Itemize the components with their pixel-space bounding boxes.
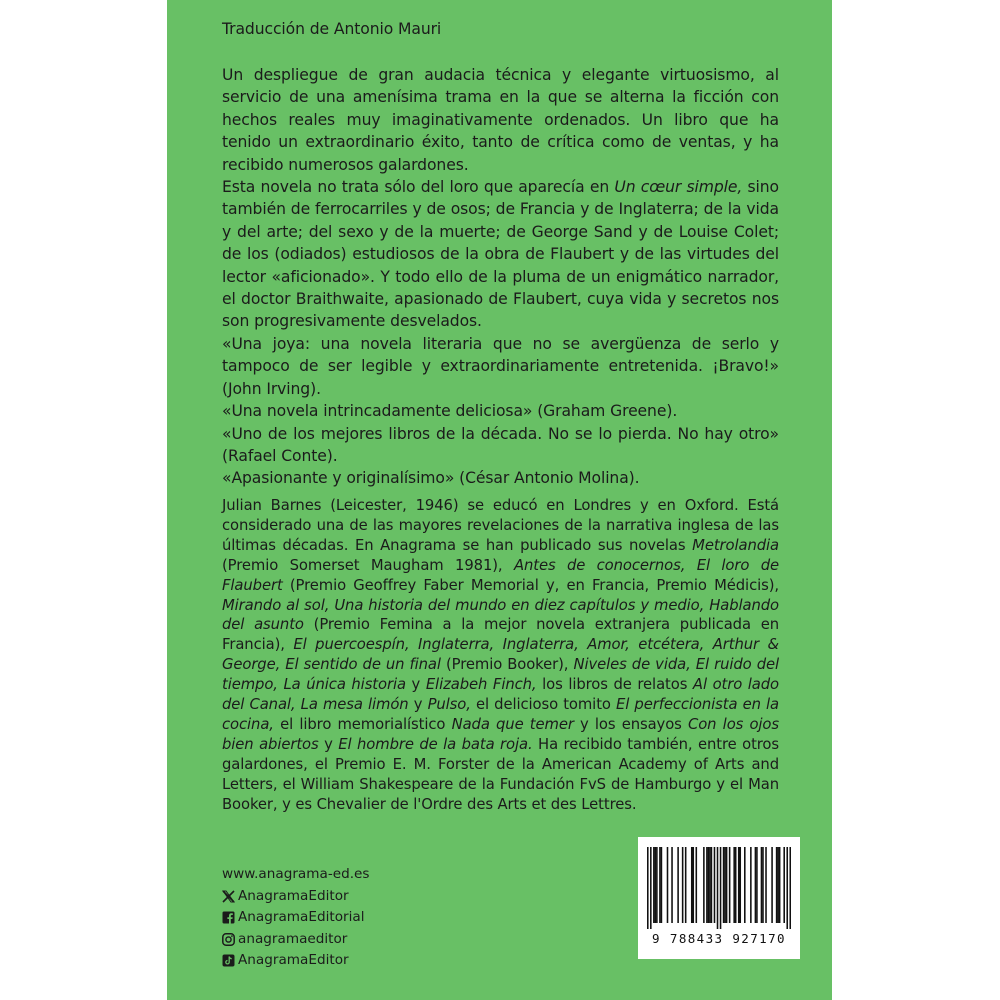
barcode-bar: [692, 847, 694, 923]
barcode-bar: [691, 847, 693, 923]
barcode-bar: [720, 847, 722, 929]
barcode-bar: [714, 847, 716, 923]
author-bio-text: Julian Barnes (Leicester, 1946) se educó en Londres y en Oxford. Está considerado una de las mayores revelaciones de la narrativa inglesa de las últimas décadas. En Anagrama se han publicado sus novelas Metrolandia (Premio Somerset Maugham 1981), Antes de conocernos, El loro de Flaubert (Premio Geoffrey Faber Memorial y, en Francia, Premio Médicis), Mirando al sol, Una historia del mundo en diez capítulos y medio, Hablando del asunto (Premio Femina a la mejor novela extranjera publicada en Francia), El puercoespín, Inglaterra, Inglaterra, Amor, etcétera, Arthur & George, El sentido de un final (Premio Booker), Niveles de vida, El ruido del tiempo, La única historia y Elizabeh Finch, los libros de relatos Al otro lado del Canal, La mesa limón y Pulso, el delicioso tomito El perfeccionista en la cocina, el libro memorialístico Nada que temer y los ensayos Con los ojos bien abiertos y El hombre de la bata roja. Ha recibido también, entre otros galardones, el Premio E. M. Forster de la American Academy of Arts and Letters, el William Shakespeare de la Fundación FvS de Hamburgo y el Man Booker, y es Chevalier de l'Ordre des Arts et des Lettres.: [222, 497, 780, 813]
blurb-intro: Un despliegue de gran audacia técnica y elegante virtuosismo, al servicio de una amenísima trama en la que se alterna la ficción con hechos reales muy imaginativamente ordenados. Un libro que ha tenido un extraordinario éxito, tanto de crítica como de ventas, y ha recibido numerosos galardones.: [222, 66, 779, 174]
barcode-bar: [677, 847, 679, 923]
barcode-bar: [709, 847, 711, 923]
barcode-bar: [756, 847, 758, 923]
barcode-bar: [761, 847, 763, 923]
blurb-description: Esta novela no trata sólo del loro que aparecía en Un cœur simple, sino también de ferrocarriles y de osos; de Francia y de Inglaterra; de la vida y del arte; del sexo y de la muerte; de George Sand y de Louise Colet; de los (odiados) estudiosos de la obra de Flaubert y de las virtudes del lector «aficionado». Y todo ello de la pluma de un enigmático narrador, el doctor Braithwaite, apasionado de Flaubert, cuya vida y secretos nos son progresivamente desvelados.: [222, 178, 779, 331]
barcode-bar: [733, 847, 735, 923]
quote-cesar-antonio-molina: «Apasionante y originalísimo» (César Antonio Molina).: [222, 469, 640, 488]
website-link[interactable]: [222, 864, 370, 886]
tiktok-handle[interactable]: AnagramaEditor: [238, 952, 349, 968]
back-cover: [167, 0, 832, 1000]
barcode-bar: [717, 847, 719, 929]
barcode-bar: [711, 847, 713, 923]
barcode-bar: [659, 847, 661, 923]
x-link[interactable]: [222, 886, 370, 908]
author-bio: [222, 496, 779, 815]
barcode-bar: [738, 847, 740, 923]
barcode-bar: [765, 847, 767, 923]
barcode-bar: [755, 847, 757, 923]
barcode-bar: [735, 847, 737, 923]
facebook-link[interactable]: [222, 907, 370, 929]
barcode-bar: [739, 847, 741, 923]
instagram-link[interactable]: [222, 929, 370, 951]
barcode-bar: [776, 847, 778, 923]
barcode-bar: [696, 847, 698, 923]
barcode-bar: [671, 847, 673, 923]
facebook-handle[interactable]: AnagramaEditorial: [238, 909, 365, 925]
barcode-bar: [653, 847, 655, 923]
barcode-bar: [762, 847, 764, 923]
instagram-icon: [222, 933, 235, 946]
barcode-bar: [729, 847, 731, 923]
tiktok-link[interactable]: [222, 950, 370, 972]
barcode-bar: [656, 847, 658, 923]
barcode-bar: [661, 847, 663, 923]
barcode-bar: [703, 847, 705, 923]
barcode-bar: [685, 847, 687, 923]
instagram-handle[interactable]: anagramaeditor: [238, 930, 348, 947]
barcode-bars: [647, 847, 791, 929]
barcode-bar: [708, 847, 710, 923]
barcode-bar: [777, 847, 779, 923]
quote-john-irving: «Una joya: una novela literaria que no se avergüenza de serlo y tampoco de ser legible y extraordinariamente entretenida. ¡Bravo!» (John Irving).: [222, 334, 779, 398]
barcode-bar: [744, 847, 746, 923]
barcode-bar: [726, 847, 728, 923]
quote-rafael-conte: «Uno de los mejores libros de la década. No se lo pierda. No hay otro» (Rafael Conte).: [222, 424, 779, 465]
publisher-links: [222, 864, 370, 972]
x-logo-icon: [222, 890, 235, 903]
barcode-bar: [783, 847, 785, 923]
barcode-bar: [771, 847, 773, 923]
barcode-bar: [789, 847, 791, 929]
blurb: [222, 64, 779, 490]
barcode-bar: [650, 847, 652, 929]
translator-credit: Traducción de Antonio Mauri: [222, 20, 442, 38]
barcode-bar: [723, 847, 725, 923]
isbn-number: 9 788433 927170: [652, 931, 786, 946]
barcode-bar: [750, 847, 752, 923]
x-handle[interactable]: AnagramaEditor: [238, 887, 349, 904]
barcode-bar: [647, 847, 649, 929]
barcode-bar: [655, 847, 657, 923]
barcode-bar: [786, 847, 788, 929]
website-url[interactable]: www.anagrama-ed.es: [222, 866, 370, 882]
barcode-bar: [682, 847, 684, 923]
quote-graham-greene: «Una novela intrincadamente deliciosa» (Graham Greene).: [222, 402, 678, 421]
tiktok-icon: [222, 954, 235, 967]
barcode-bar: [779, 847, 781, 923]
barcode-bar: [706, 847, 708, 923]
barcode-bar: [724, 847, 726, 923]
barcode-bar: [667, 847, 669, 923]
facebook-icon: [222, 911, 235, 924]
barcode: [638, 837, 800, 959]
